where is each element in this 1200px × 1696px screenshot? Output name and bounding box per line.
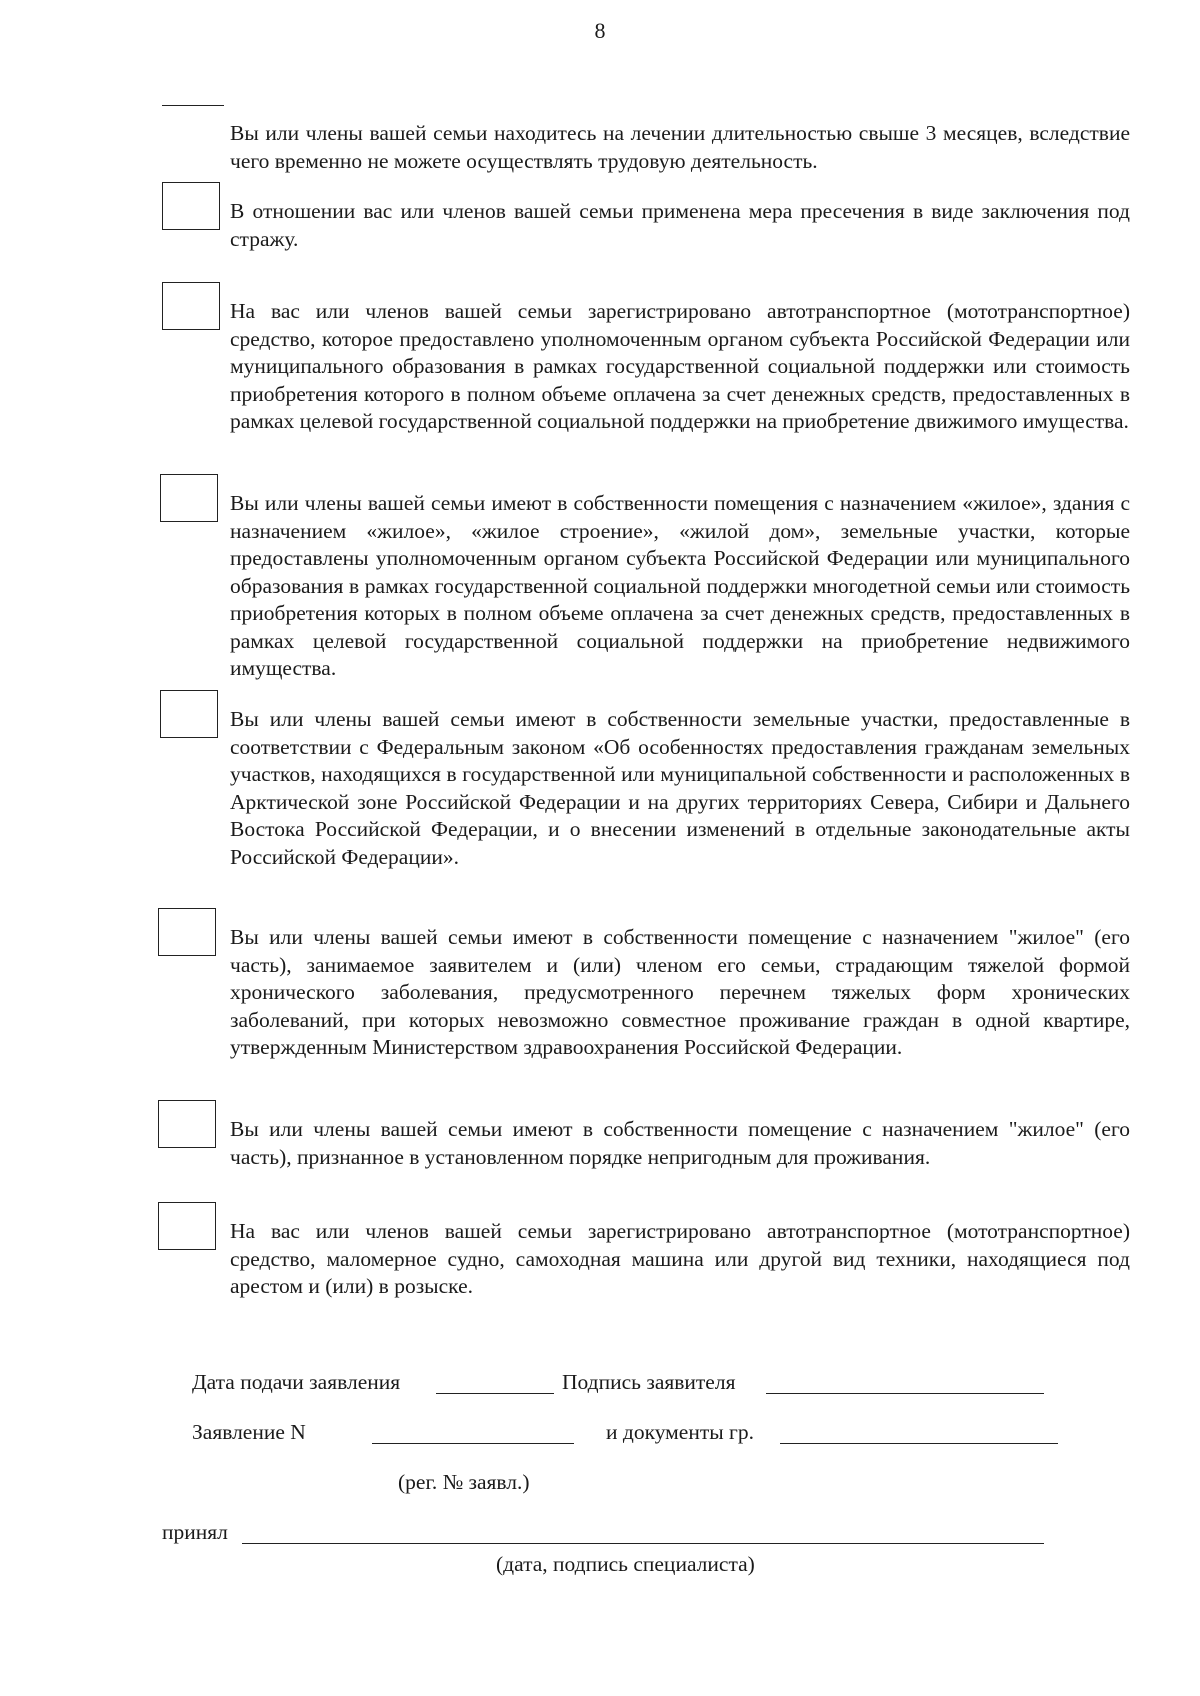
checkbox-4[interactable] (160, 474, 218, 522)
checkbox-3[interactable] (162, 282, 220, 330)
top-dash-line (162, 105, 224, 106)
received-blank[interactable] (242, 1543, 1044, 1544)
item-text-6: Вы или члены вашей семьи имеют в собственности помещение с назначением "жилое" (его часть), занимаемое заявителем и (или) членом его семьи, страдающим тяжелой формой хронического заболевания, предусмотренного перечнем тяжелых форм хронических заболеваний, при которых невозможно совместное проживание граждан в одной квартире, утвержденным Министерством здравоохранения Российской Федерации. (230, 925, 1130, 1059)
item-text-7: Вы или члены вашей семьи имеют в собственности помещение с назначением "жилое" (его часть), признанное в установленном порядке непригодным для проживания. (230, 1117, 1130, 1169)
checkbox-7[interactable] (158, 1100, 216, 1148)
documents-blank[interactable] (780, 1443, 1058, 1444)
reg-number-caption: (рег. № заявл.) (398, 1470, 530, 1494)
checkbox-8[interactable] (158, 1202, 216, 1250)
page-number: 8 (594, 18, 606, 43)
received-label: принял (162, 1520, 228, 1544)
application-label: Заявление N (192, 1420, 306, 1444)
checkbox-5[interactable] (160, 690, 218, 738)
checkbox-6[interactable] (158, 908, 216, 956)
date-label: Дата подачи заявления (192, 1370, 401, 1394)
item-text-4: Вы или члены вашей семьи имеют в собственности помещения с назначением «жилое», здания с назначением «жилое», «жилое строение», «жилой дом», земельные участки, которые предоставлены уполномоченным органом субъекта Российской Федерации или муниципального образования в рамках государственной социальной поддержки многодетной семьи или стоимость приобретения которых в полном объеме оплачена за счет денежных средств, предоставленных в рамках целевой государственной социальной поддержки на приобретение недвижимого имущества. (230, 491, 1130, 680)
checkbox-2[interactable] (162, 182, 220, 230)
item-text-2: В отношении вас или членов вашей семьи применена мера пресечения в виде заключения под стражу. (230, 199, 1130, 251)
date-blank[interactable] (436, 1393, 554, 1394)
signature-label: Подпись заявителя (562, 1370, 736, 1394)
documents-label: и документы гр. (606, 1420, 754, 1444)
item-text-5: Вы или члены вашей семьи имеют в собственности земельные участки, предоставленные в соответствии с Федеральным законом «Об особенностях предоставления гражданам земельных участков, находящихся в государственной или муниципальной собственности и расположенных в Арктической зоне Российской Федерации и на других территориях Севера, Сибири и Дальнего Востока Российской Федерации, и о внесении изменений в отдельные законодательные акты Российской Федерации». (230, 707, 1130, 869)
item-text-3: На вас или членов вашей семьи зарегистрировано автотранспортное (мототранспортное) средство, которое предоставлено уполномоченным органом субъекта Российской Федерации или муниципального образования в рамках государственной социальной поддержки или стоимость приобретения которого в полном объеме оплачена за счет денежных средств, предоставленных в рамках целевой государственной социальной поддержки на приобретение движимого имущества. (230, 299, 1130, 433)
item-text-8: На вас или членов вашей семьи зарегистрировано автотранспортное (мототранспортное) средство, маломерное судно, самоходная машина или другой вид техники, находящиеся под арестом и (или) в розыске. (230, 1219, 1130, 1298)
application-number-blank[interactable] (372, 1443, 574, 1444)
signature-blank[interactable] (766, 1393, 1044, 1394)
item-text-1: Вы или члены вашей семьи находитесь на лечении длительностью свыше 3 месяцев, вследствие чего временно не можете осуществлять трудовую деятельность. (230, 121, 1130, 173)
specialist-caption: (дата, подпись специалиста) (496, 1552, 755, 1576)
